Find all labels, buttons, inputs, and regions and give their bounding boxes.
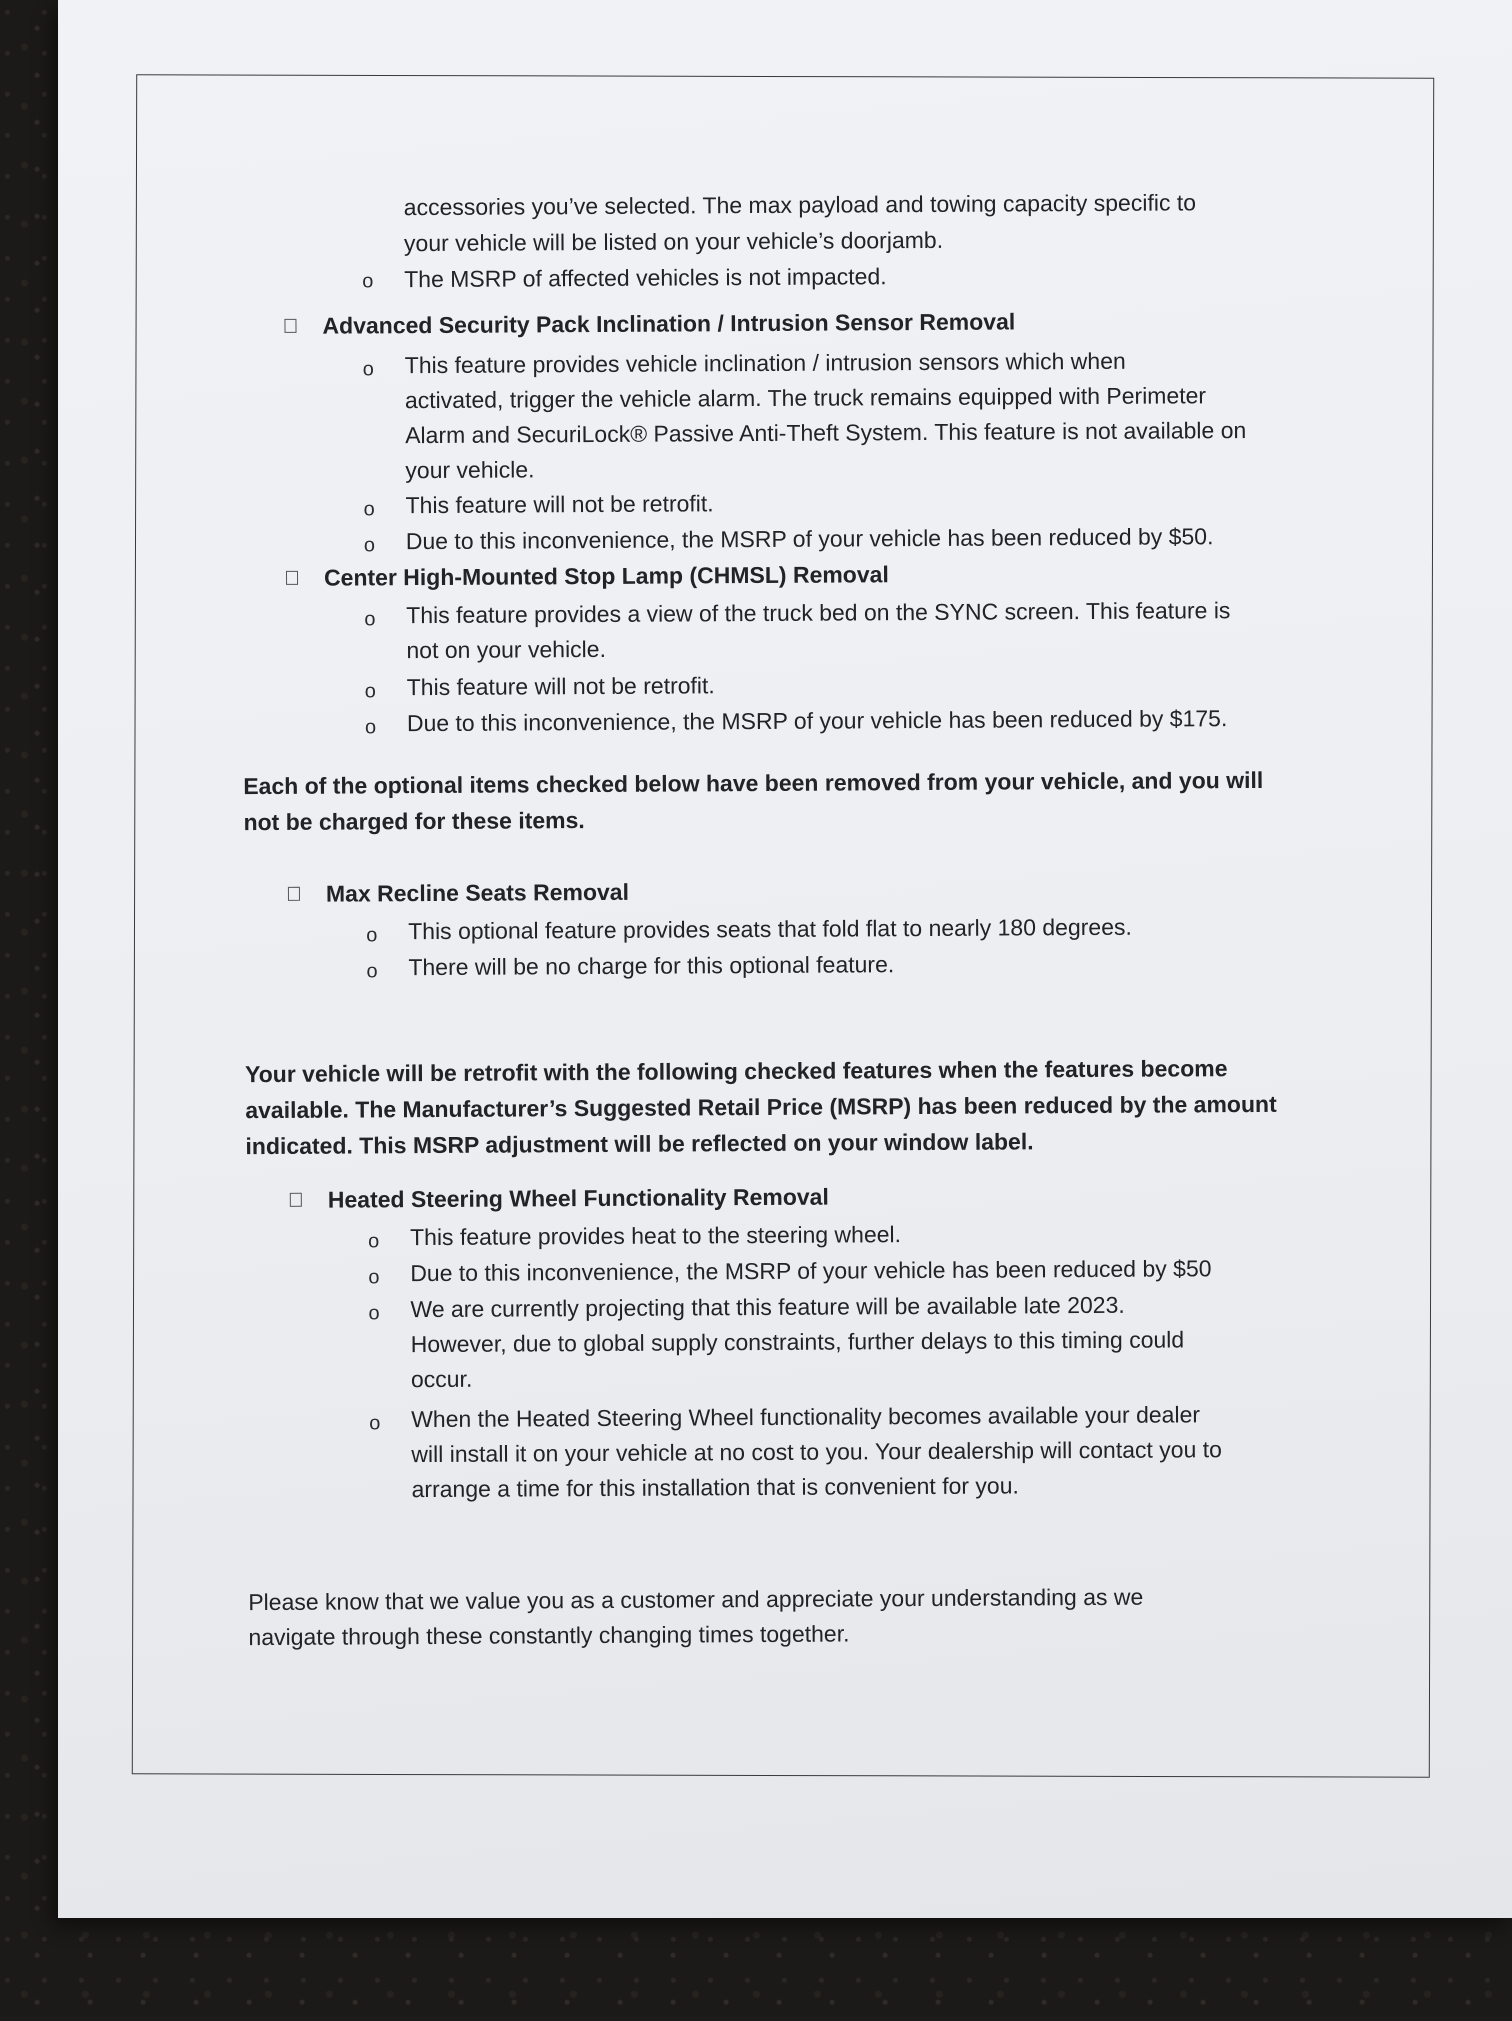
section-heading-line: Your vehicle will be retrofit with the following checked features when the features become [244,1055,1228,1088]
bullet-marker: o [363,534,376,557]
section-heading-line: Each of the optional items checked below have been removed from your vehicle, and you will [243,766,1264,800]
bullet-line: This feature will not be retrofit. [406,672,715,701]
bullet-line: Alarm and SecuriLock® Passive Anti-Theft System. This feature is not available on [405,417,1247,449]
bullet-line: There will be no charge for this optional feature. [408,951,895,981]
item-title: Center High-Mounted Stop Lamp (CHMSL) Removal [323,561,889,591]
heated-steering-checkbox[interactable] [290,1193,302,1207]
bullet-marker: o [368,1266,380,1289]
bullet-marker: o [364,608,376,631]
bullet-line: occur. [410,1365,473,1393]
bullet-marker: o [366,960,378,983]
bullet-line: Due to this inconvenience, the MSRP of your vehicle has been reduced by $50 [410,1255,1212,1287]
bullet-line: arrange a time for this installation that is convenient for you. [411,1472,1019,1503]
bullet-line: not on your vehicle. [406,635,606,664]
bullet-line: This feature will not be retrofit. [405,490,714,519]
intro-line: accessories you’ve selected. The max payload and towing capacity specific to [403,189,1197,221]
bullet-line: This optional feature provides seats that fold flat to nearly 180 degrees. [408,913,1132,945]
bullet-line: This feature provides vehicle inclination / intrusion sensors which when [404,347,1126,379]
bullet-marker: o [368,1302,380,1325]
intro-line: your vehicle will be listed on your vehicle’s doorjamb. [403,226,944,257]
bullet-line: Due to this inconvenience, the MSRP of your vehicle has been reduced by $175. [406,705,1228,737]
item-title: Advanced Security Pack Inclination / Intrusion Sensor Removal [322,308,1016,339]
bullet-line: We are currently projecting that this feature will be available late 2023. [410,1291,1125,1323]
bullet-line: When the Heated Steering Wheel functionality becomes available your dealer [411,1401,1201,1433]
bullet-line: However, due to global supply constraints, further delays to this timing could [410,1326,1185,1358]
bullet-line: This feature provides heat to the steering wheel. [409,1221,902,1251]
bullet-line: This feature provides a view of the truck bed on the SYNC screen. This feature is [406,597,1231,629]
bullet-line: Due to this inconvenience, the MSRP of your vehicle has been reduced by $50. [405,523,1214,555]
max-recline-checkbox[interactable] [288,887,300,901]
bullet-line: will install it on your vehicle at no cost to you. Your dealership will contact you to [411,1436,1223,1468]
advanced-security-checkbox[interactable] [284,319,296,333]
intro-bullet: The MSRP of affected vehicles is not impacted. [404,263,887,293]
bullet-marker: o [364,680,376,703]
bullet-marker: o [364,716,377,739]
bullet-marker: o [366,924,378,947]
bullet-marker: o [362,270,374,293]
bullet-line: activated, trigger the vehicle alarm. The truck remains equipped with Perimeter [404,382,1207,414]
item-title: Max Recline Seats Removal [325,878,630,907]
section-heading-line: not be charged for these items. [243,807,585,836]
chmsl-checkbox[interactable] [286,571,298,585]
bullet-marker: o [369,1412,381,1435]
closing-line: Please know that we value you as a customer and appreciate your understanding as we [248,1583,1144,1616]
section-heading-line: indicated. This MSRP adjustment will be reflected on your window label. [245,1128,1034,1160]
closing-line: navigate through these constantly changing times together. [248,1620,850,1651]
bullet-marker: o [363,498,375,521]
section-heading-line: available. The Manufacturer’s Suggested Retail Price (MSRP) has been reduced by the amount [245,1090,1277,1124]
bullet-line: your vehicle. [405,456,535,484]
item-title: Heated Steering Wheel Functionality Removal [327,1183,829,1213]
bullet-marker: o [362,358,374,381]
bullet-marker: o [368,1230,380,1253]
